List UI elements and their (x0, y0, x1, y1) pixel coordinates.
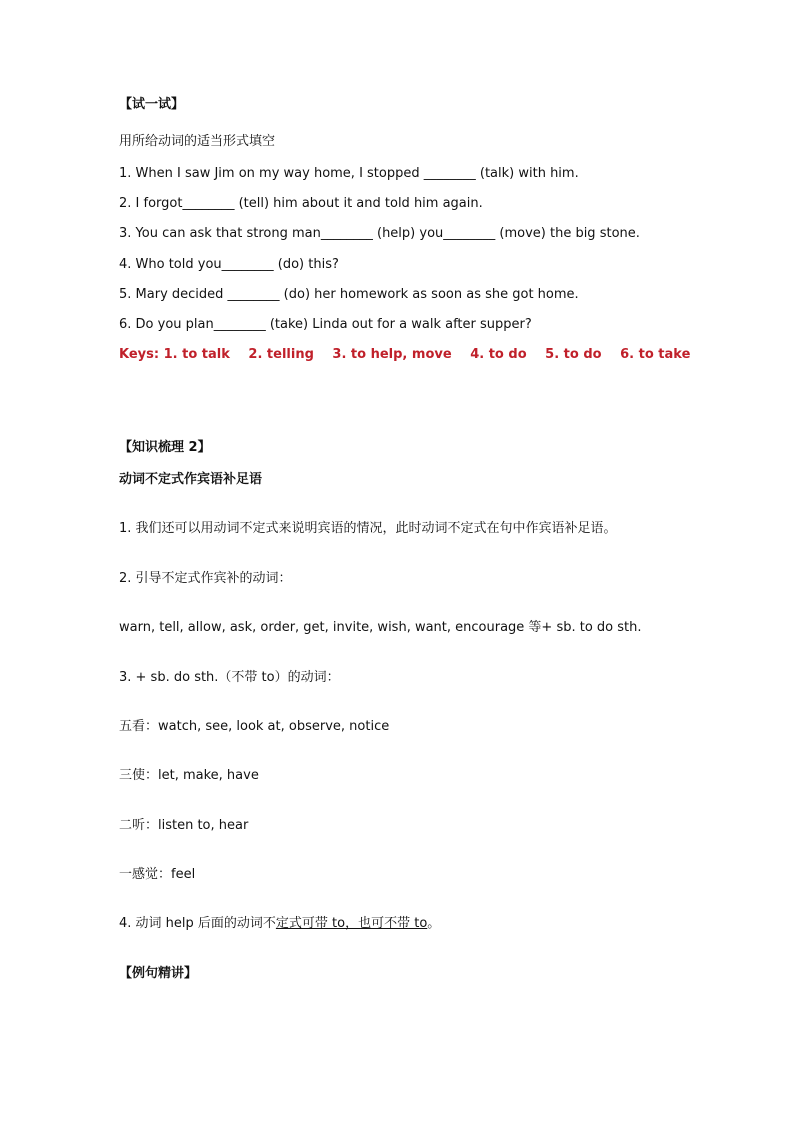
point-4-start: 4. 动词 help 后面的动词不 (119, 916, 276, 931)
point-1: 1. 我们还可以用动词不定式来说明宾语的情况，此时动词不定式在句中作宾语补足语。 (119, 521, 617, 536)
answer-key-6: 6. to take (620, 347, 691, 362)
answer-key-5: 5. to do (545, 347, 602, 362)
answer-key-4: 4. to do (470, 347, 527, 362)
yigan-line: 一感觉：feel (119, 867, 196, 882)
section-subheading: 动词不定式作宾语补足语 (119, 472, 263, 487)
question-5: 5. Mary decided ________ (do) her homework as soon as she got home. (119, 287, 579, 302)
answer-key-2: 2. telling (248, 347, 314, 362)
question-2: 2. I forgot________ (tell) him about it and told him again. (119, 196, 483, 211)
answer-key-3: 3. to help, move (332, 347, 452, 362)
exercise-instruction: 用所给动词的适当形式填空 (119, 134, 276, 149)
question-1: 1. When I saw Jim on my way home, I stopped ________ (talk) with him. (119, 166, 579, 181)
point-2: 2. 引导不定式作宾补的动词： (119, 571, 292, 586)
question-4: 4. Who told you________ (do) this? (119, 257, 339, 272)
answer-keys (119, 346, 704, 364)
verbs-list: warn, tell, allow, ask, order, get, invite, wish, want, encourage 等+ sb. to do sth. (119, 620, 642, 635)
point-4 (119, 915, 440, 933)
example-heading: 【例句精讲】 (119, 966, 198, 981)
point-3: 3. + sb. do sth.（不带 to）的动词： (119, 670, 340, 685)
point-4-end: 。 (427, 916, 441, 931)
section-heading-try: 【试一试】 (119, 97, 185, 112)
question-6: 6. Do you plan________ (take) Linda out for a walk after supper? (119, 317, 532, 332)
answer-key-1: Keys: 1. to talk (119, 347, 230, 362)
wukan-line: 五看：watch, see, look at, observe, notice (119, 719, 390, 734)
sanshi-line: 三使：let, make, have (119, 768, 259, 783)
point-4-underlined: 定式可带 to，也可不带 to (275, 916, 428, 931)
section-heading-knowledge: 【知识梳理 2】 (119, 440, 211, 455)
question-3: 3. You can ask that strong man________ (help) you________ (move) the big stone. (119, 226, 640, 241)
erting-line: 二听：listen to, hear (119, 818, 249, 833)
